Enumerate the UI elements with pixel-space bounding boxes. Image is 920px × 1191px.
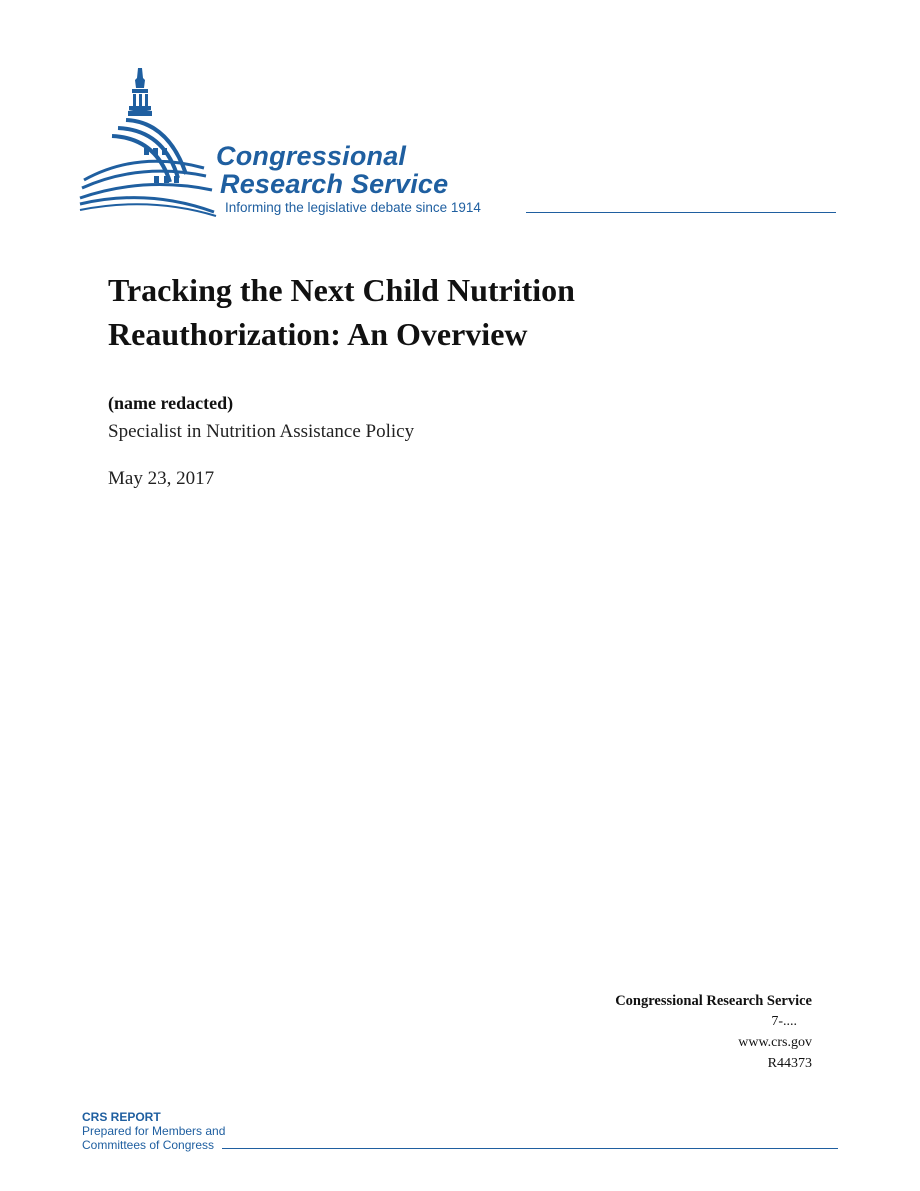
crs-logo [78,64,838,224]
report-number: R44373 [767,1056,812,1071]
author-name: (name redacted) [108,393,234,413]
publisher-info [615,992,812,1074]
footer [82,1110,838,1155]
brand-name-line2: Research Service [220,169,449,199]
website-link[interactable]: www.crs.gov [738,1035,812,1050]
publisher-name: Congressional Research Service [615,993,812,1009]
capitol-dome-icon [78,64,228,224]
brand-name-line1: Congressional [216,141,407,171]
author-role: Specialist in Nutrition Assistance Policy [108,421,415,442]
footer-line1: Prepared for Members and [82,1124,226,1138]
footer-line2: Committees of Congress [82,1138,215,1152]
report-date: May 23, 2017 [108,468,215,489]
header-rule [526,212,836,213]
footer-rule [222,1148,838,1149]
phone-number: 7-.... [771,1014,797,1029]
brand-tagline: Informing the legislative debate since 1914 [225,200,481,215]
report-title: Tracking the Next Child Nutrition Reauthorization: An Overview [108,272,575,352]
footer-label: CRS REPORT [82,1110,161,1124]
